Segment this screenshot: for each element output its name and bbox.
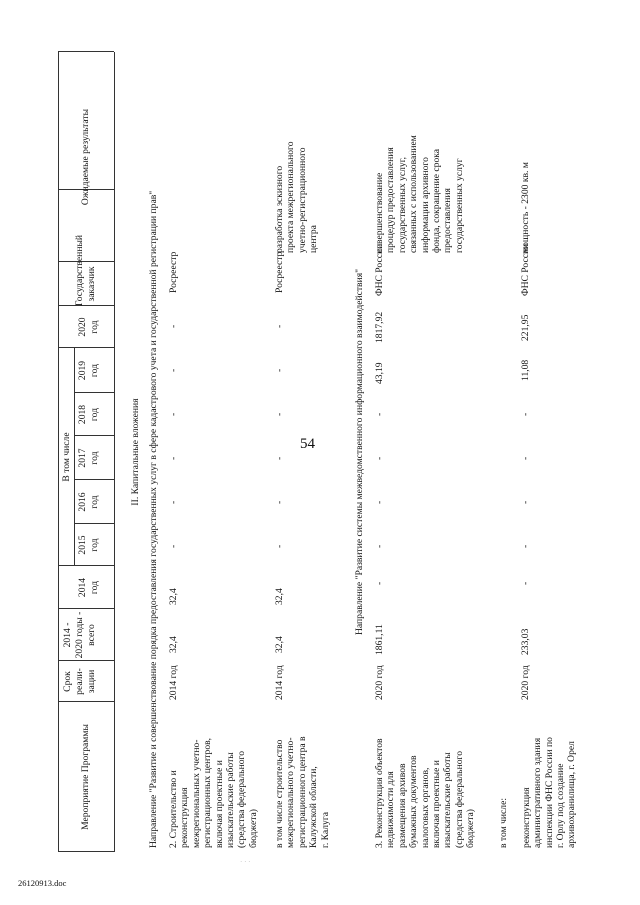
- row-value-2019: 43,19: [374, 362, 385, 384]
- header-year: 2014: [77, 577, 88, 598]
- row-result: совершенствование процедур предоставления государственных услуг, связанных с использованием информации архивного фонда, сокращение срока предоставления государственных услуг: [374, 135, 465, 253]
- row-value-2018: -: [274, 412, 285, 416]
- row-event: 3. Реконструкция объектов недвижимости для размещения архивов бумажных документов налоговых органов, включая проектные и изыскательские работы (средства федерального бюджета): [374, 738, 477, 848]
- row-value-2017: -: [274, 456, 285, 460]
- row-value-2017: -: [374, 456, 385, 460]
- row-value-2015: -: [274, 544, 285, 548]
- row-value-2019: -: [168, 368, 179, 372]
- direction-title: Направление "Развитие системы межведомственного информационного взаимодействия": [354, 268, 365, 636]
- header-including: В том числе: [61, 432, 72, 482]
- header-bottom-border: [114, 52, 115, 852]
- row-term: 2020 год: [520, 665, 531, 700]
- row-value-2020: -: [274, 324, 285, 328]
- header-program-event: Мероприятие Программы: [80, 724, 91, 830]
- header-year: 2018: [77, 404, 88, 425]
- header-results: Ожидаемые результаты: [80, 108, 91, 206]
- row-term: 2014 год: [168, 665, 179, 700]
- row-value-2017: -: [168, 456, 179, 460]
- row-customer: ФНС России: [374, 243, 385, 296]
- row-value-2018: -: [520, 412, 531, 416]
- rotated-table: [40, 50, 620, 870]
- row-event: в том числе строительство межрегионального учетно- регистрационного центра в Калужской области, г. Калуга: [274, 736, 331, 848]
- row-value-2020: 221,95: [520, 314, 531, 341]
- row-value-2014: 32,4: [274, 588, 285, 605]
- row-value-2015: -: [374, 544, 385, 548]
- row-value-2020: 1817,92: [374, 311, 385, 343]
- document-id: 26120913.doc: [18, 878, 67, 888]
- direction-title: Направление "Развитие и совершенствование порядка предоставления государственных услуг в сфере кадастрового учета и государственной регистрации прав": [148, 190, 159, 848]
- header-year: 2016: [77, 492, 88, 512]
- row-value-2014: -: [520, 581, 531, 585]
- row-customer: Росреестр: [168, 251, 179, 293]
- row-value-2014: 32,4: [168, 588, 179, 605]
- header-term: реали-: [74, 668, 85, 695]
- header-total: 2020 годы -: [74, 611, 85, 659]
- header-year-unit: год: [89, 451, 100, 465]
- row-value-2018: -: [168, 412, 179, 416]
- row-value-2015: -: [168, 544, 179, 548]
- row-value-2019: -: [274, 368, 285, 372]
- row-event: в том числе: реконструкция административного здания инспекции ФНС России по г. Орлу под создание архивохранилища, г. Орел: [498, 737, 578, 848]
- row-value-2019: 11,08: [520, 359, 531, 381]
- row-total: 32,4: [274, 636, 285, 653]
- header-customer: Государственный: [74, 234, 85, 306]
- header-year: 2017: [77, 448, 88, 468]
- row-customer: Росреестр: [274, 251, 285, 293]
- table-top-border: [58, 52, 59, 852]
- row-value-2020: -: [168, 324, 179, 328]
- row-value-2017: -: [520, 456, 531, 460]
- header-total: всего: [86, 624, 97, 646]
- header-year-unit: год: [89, 320, 100, 334]
- row-value-2016: -: [374, 500, 385, 504]
- page-number: 54: [300, 436, 315, 452]
- row-term: 2020 год: [374, 665, 385, 700]
- header-year-unit: год: [89, 363, 100, 378]
- header-total: 2014 -: [62, 622, 73, 648]
- row-result: мощность - 2300 кв. м: [520, 162, 531, 253]
- header-year: 2020: [77, 317, 88, 337]
- row-total: 32,4: [168, 636, 179, 653]
- header-customer: заказчик: [86, 266, 97, 302]
- row-value-2015: -: [520, 544, 531, 548]
- header-year-unit: год: [89, 495, 100, 509]
- row-total: 233,03: [520, 628, 531, 655]
- row-total: 1861,11: [374, 624, 385, 655]
- row-event: 2. Строительство и реконструкция межрегиональных учетно- регистрационных центров, включая проектные и изыскательские работы (средства федерального бюджета): [168, 737, 259, 848]
- row-term: 2014 год: [274, 665, 285, 700]
- header-year: 2015: [77, 535, 88, 555]
- row-value-2016: -: [274, 500, 285, 504]
- row-result: разработка эскизного проекта межрегионального учетно-регистрационного центра: [274, 141, 320, 253]
- row-value-2014: -: [374, 581, 385, 585]
- scan-mark: · · ·: [240, 858, 251, 866]
- including-underline: [74, 348, 75, 566]
- row-value-2018: -: [374, 412, 385, 416]
- header-term: Срок: [62, 671, 73, 692]
- row-value-2016: -: [520, 500, 531, 504]
- header-term: зации: [86, 669, 97, 694]
- section-title: II. Капитальные вложения: [130, 398, 141, 506]
- header-year-unit: год: [89, 407, 100, 422]
- row-customer: ФНС России: [520, 243, 531, 296]
- header-year: 2019: [77, 360, 88, 381]
- header-year-unit: год: [89, 538, 100, 552]
- row-value-2016: -: [168, 500, 179, 504]
- header-year-unit: год: [89, 580, 100, 595]
